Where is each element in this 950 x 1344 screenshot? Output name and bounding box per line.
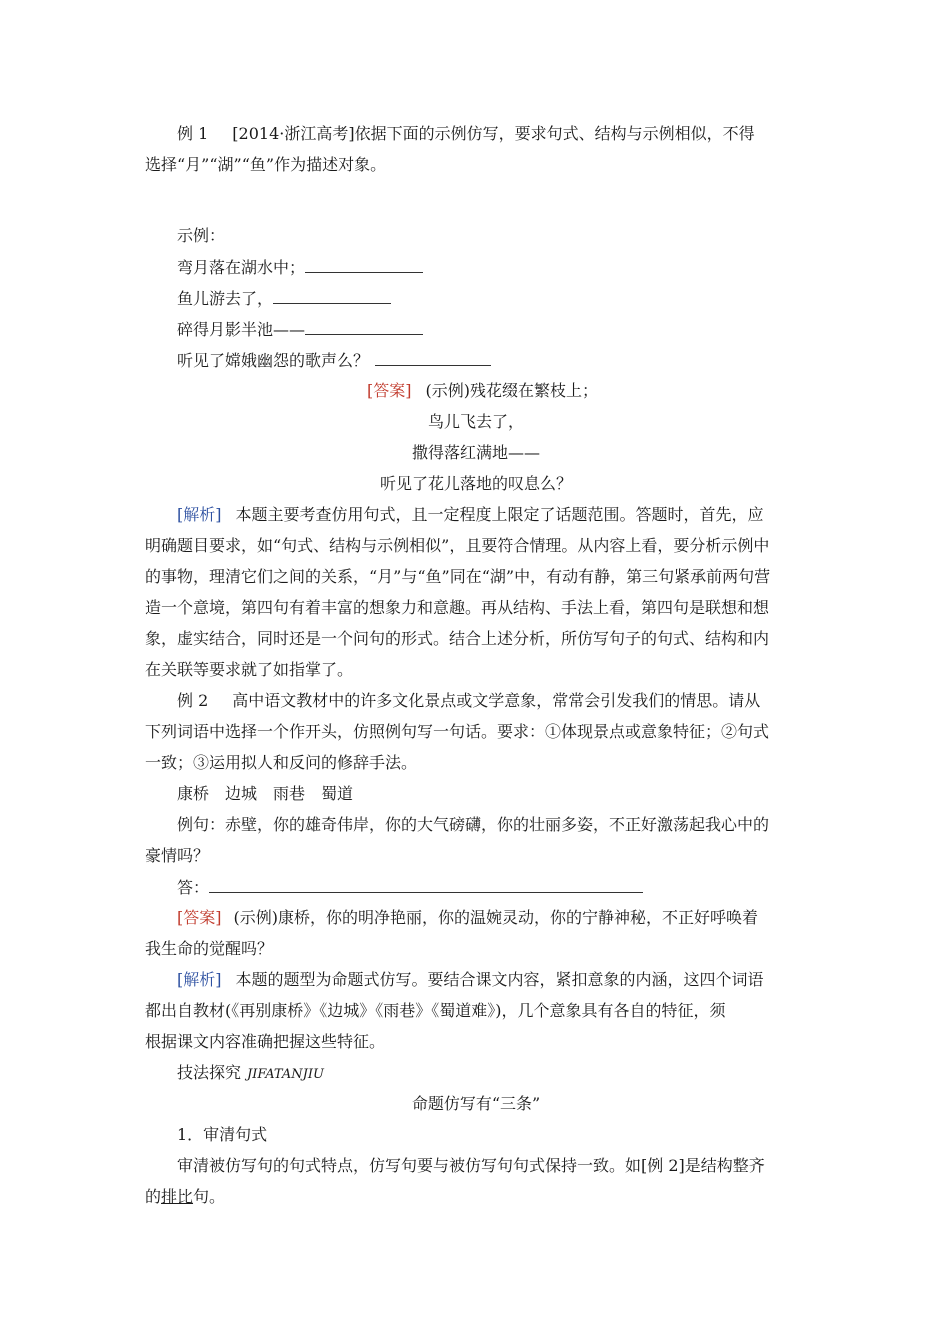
answer-blank xyxy=(273,288,391,304)
technique-label: 技法探究 xyxy=(177,1063,242,1082)
ex2-label: 例 2 xyxy=(177,691,209,710)
ex2-analysis-line: 都出自教材(《再别康桥》《边城》《雨巷》《蜀道难》)，几个意象具有各自的特征，须 xyxy=(145,1001,726,1020)
ex1-label: 例 1 xyxy=(177,124,209,143)
technique-item-text: 审清被仿写句的句式特点，仿写句要与被仿写句句式保持一致。如[例 2]是结构整齐 xyxy=(177,1156,765,1175)
technique-title: 命题仿写有“三条” xyxy=(411,1094,541,1113)
ex2-analysis-line: 根据课文内容准确把握这些特征。 xyxy=(145,1032,386,1051)
analysis-tag: [解析] xyxy=(177,505,222,524)
technique-pinyin: JIFATANJIU xyxy=(247,1067,324,1082)
ex1-answer-line: 听见了花儿落地的叹息么？ xyxy=(379,474,572,493)
ex1-heading xyxy=(177,124,755,144)
word-item: 蜀道 xyxy=(321,784,354,803)
technique-item-text: 的排比句。 xyxy=(145,1187,226,1206)
ex2-example-line: 例句：赤壁，你的雄奇伟岸，你的大气磅礴，你的壮丽多姿，不正好激荡起我心中的 xyxy=(177,815,770,834)
ex2-heading: 例 2 高中语文教材中的许多文化景点或文学意象，常常会引发我们的情思。请从 xyxy=(177,691,761,710)
ex1-analysis-line: 造一个意境，第四句有着丰富的想象力和意趣。再从结构、手法上看，第四句是联想和想 xyxy=(145,598,770,617)
answer-blank xyxy=(305,257,423,273)
ex1-analysis-line: 在关联等要求就了如指掌了。 xyxy=(145,660,354,679)
ex2-answer-line: 我生命的觉醒吗？ xyxy=(145,939,274,958)
ex1-analysis-line: 象，虚实结合，同时还是一个问句的形式。结合上述分析，所仿写句子的句式、结构和内 xyxy=(145,629,770,648)
analysis-tag: [解析] xyxy=(177,970,222,989)
answer-blank xyxy=(305,319,423,335)
answer-blank xyxy=(375,350,491,366)
ex1-sample-line: 听见了嫦娥幽怨的歌声么？ xyxy=(177,350,491,371)
ex2-line: 一致；③运用拟人和反问的修辞手法。 xyxy=(145,753,418,772)
ex1-text2: 选择“月”“湖”“鱼”作为描述对象。 xyxy=(145,155,387,174)
ex2-analysis-line: [解析] 本题的题型为命题式仿写。要结合课文内容，紧扣意象的内涵，这四个词语 xyxy=(177,970,764,989)
word-item: 康桥 xyxy=(177,784,210,803)
technique-heading xyxy=(177,1063,324,1085)
ex2-answer-line: [答案] (示例)康桥，你的明净艳丽，你的温婉灵动，你的宁静神秘，不正好呼唤着 xyxy=(177,908,758,927)
answer-tag: [答案] xyxy=(367,381,412,400)
ex1-answer-line: 鸟儿飞去了， xyxy=(427,412,524,431)
answer-tag: [答案] xyxy=(177,908,222,927)
technique-item-heading: 1．审清句式 xyxy=(177,1125,268,1144)
ex2-word-list xyxy=(177,784,353,804)
word-item: 边城 xyxy=(225,784,258,803)
ex2-line: 下列词语中选择一个作开头，仿照例句写一句话。要求：①体现景点或意象特征；②句式 xyxy=(145,722,770,741)
ex1-sample-line: 鱼儿游去了， xyxy=(177,288,391,309)
ex2-answer-prompt-line: 答： xyxy=(177,877,643,898)
underlined-term: 排比 xyxy=(161,1187,194,1206)
ex1-answer-line: 撒得落红满地—— xyxy=(411,443,540,462)
ex1-sample-line: 弯月落在湖水中； xyxy=(177,257,423,278)
ex1-analysis-line: 的事物，理清它们之间的关系，“月”与“鱼”同在“湖”中，有动有静，第三句紧承前两句营 xyxy=(145,567,771,586)
ex1-analysis-line: 明确题目要求，如“句式、结构与示例相似”，且要符合情理。从内容上看，要分析示例中 xyxy=(145,536,770,555)
word-item: 雨巷 xyxy=(273,784,306,803)
ex1-sample-line: 碎得月影半池—— xyxy=(177,319,423,340)
ex1-text1: 依据下面的示例仿写，要求句式、结构与示例相似，不得 xyxy=(354,124,755,143)
ex1-source: [2014·浙江高考] xyxy=(232,124,355,143)
ex2-example-line: 豪情吗？ xyxy=(145,846,210,865)
answer-blank xyxy=(209,877,643,893)
ex1-answer-line: [答案] (示例)残花缀在繁枝上； xyxy=(367,381,598,400)
ex1-sample-label: 示例： xyxy=(177,226,226,245)
ex1-analysis-line: [解析] 本题主要考查仿用句式，且一定程度上限定了话题范围。答题时，首先，应 xyxy=(177,505,764,524)
